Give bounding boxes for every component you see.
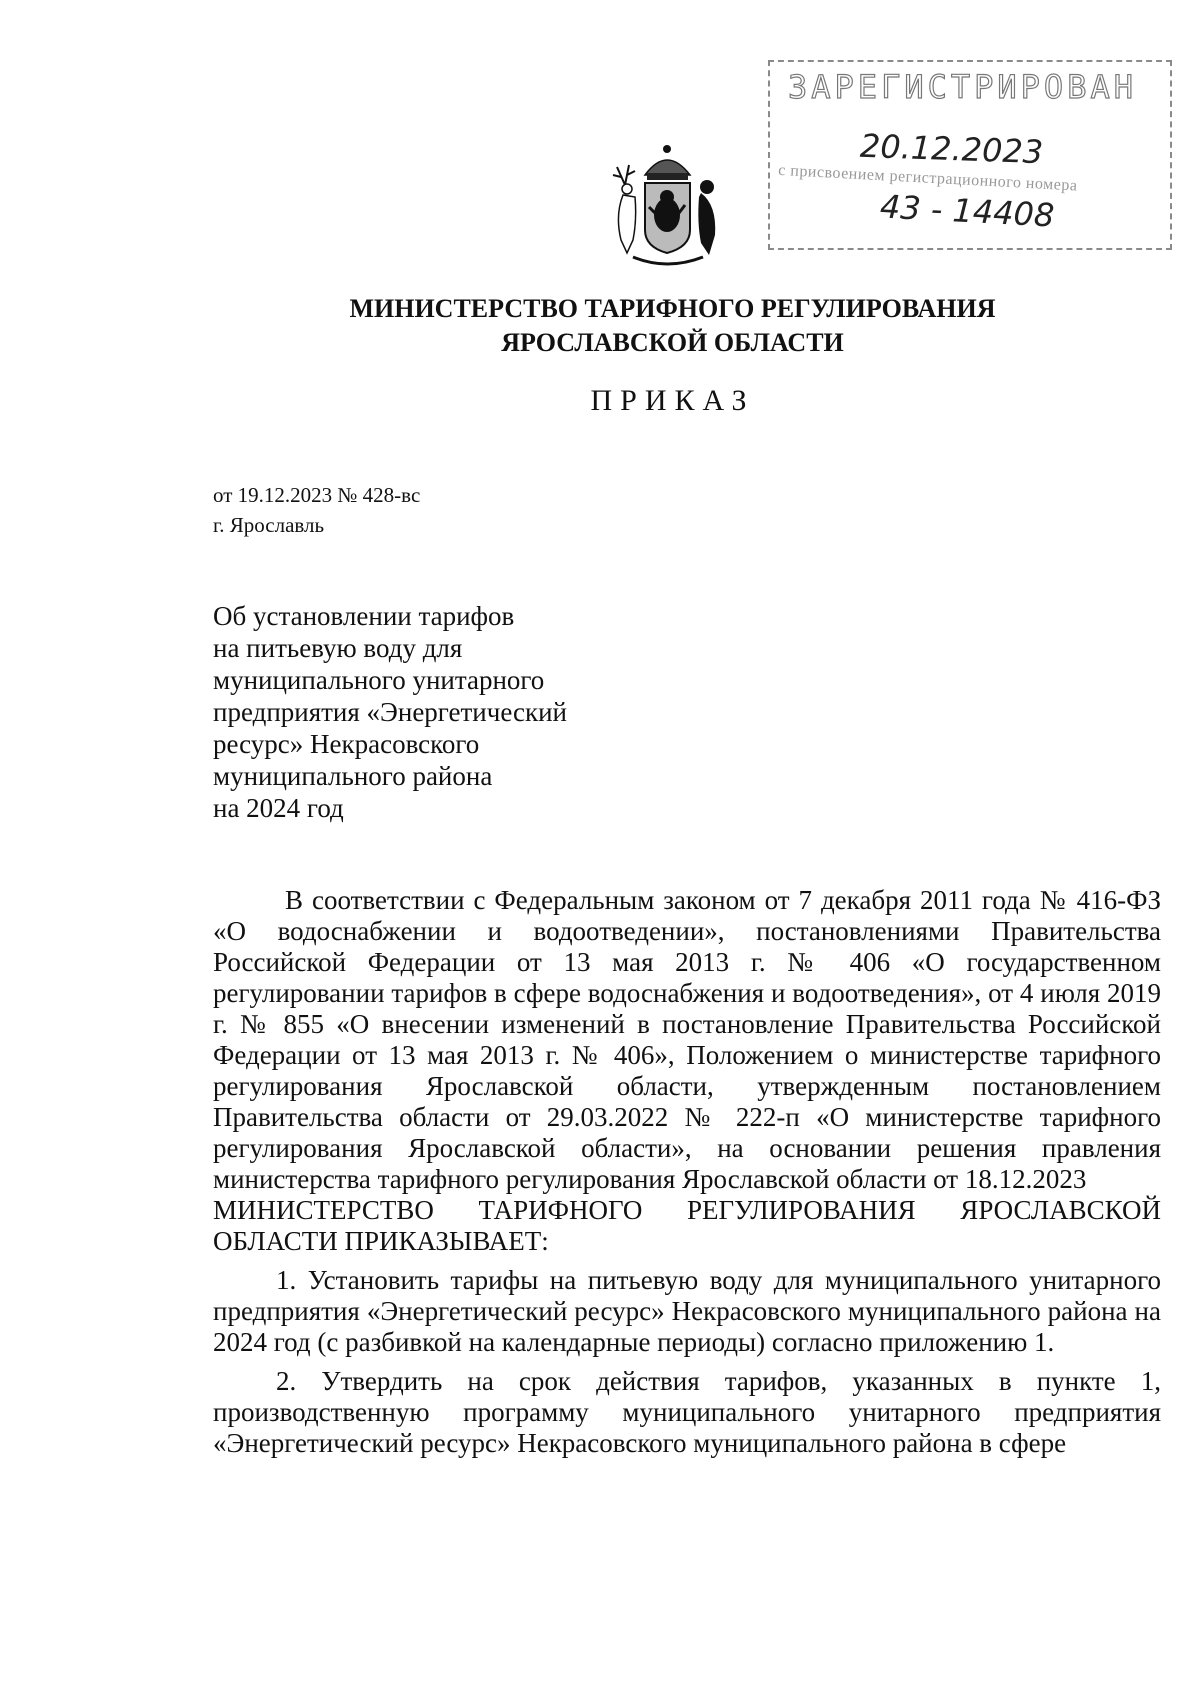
- subject-line: Об установлении тарифов: [213, 601, 515, 631]
- coat-of-arms-icon: [605, 135, 730, 270]
- subject-line: муниципального района: [213, 761, 493, 791]
- subject-line: на питьевую воду для: [213, 633, 463, 663]
- document-subject: [213, 600, 613, 824]
- date-number: от 19.12.2023 № 428-вс: [213, 483, 421, 507]
- city: г. Ярославль: [213, 513, 325, 537]
- document-body: [213, 885, 1161, 1467]
- subject-line: на 2024 год: [213, 793, 344, 823]
- subject-line: предприятия «Энергетический: [213, 697, 567, 727]
- decree-paragraph: МИНИСТЕРСТВО ТАРИФНОГО РЕГУЛИРОВАНИЯ ЯРОСЛАВСКОЙ ОБЛАСТИ ПРИКАЗЫВАЕТ:: [213, 1195, 1161, 1256]
- stamp-number: 43 - 14408: [879, 187, 1056, 235]
- ministry-line-2: ЯРОСЛАВСКОЙ ОБЛАСТИ: [501, 328, 844, 357]
- subject-line: муниципального унитарного: [213, 665, 545, 695]
- ministry-line-1: МИНИСТЕРСТВО ТАРИФНОГО РЕГУЛИРОВАНИЯ: [349, 294, 996, 323]
- stamp-date: 20.12.2023: [859, 126, 1044, 172]
- item-2-paragraph: 2. Утвердить на срок действия тарифов, указанных в пункте 1, производственную программу муниципального унитарного предприятия «Энергетический ресурс» Некрасовского муниципального района в сфере: [213, 1366, 1161, 1458]
- document-type: ПРИКАЗ: [590, 384, 755, 417]
- ministry-name: [0, 292, 1200, 360]
- stamp-note: с присвоением регистрационного номера: [777, 161, 1078, 195]
- document-meta: [213, 480, 420, 540]
- subject-line: ресурс» Некрасовского: [213, 729, 480, 759]
- stamp-title: ЗАРЕГИСТРИРОВАН: [788, 68, 1137, 106]
- item-1-paragraph: 1. Установить тарифы на питьевую воду для муниципального унитарного предприятия «Энергетический ресурс» Некрасовского муниципального района на 2024 год (с разбивкой на календарные периоды) согласно приложению 1.: [213, 1265, 1161, 1357]
- registration-stamp: [768, 60, 1172, 250]
- preamble-paragraph: В соответствии с Федеральным законом от 7 декабря 2011 года № 416-ФЗ «О водоснабжении и водоотведении», постановлениями Правительства Российской Федерации от 13 мая 2013 г. № 406 «О государственном регулировании тарифов в сфере водоснабжения и водоотведения», от 4 июля 2019 г. № 855 «О внесении изменений в постановление Правительства Российской Федерации от 13 мая 2013 г. № 406», Положением о министерстве тарифного регулирования Ярославской области, утвержденным постановлением Правительства области от 29.03.2022 № 222-п «О министерстве тарифного регулирования Ярославской области», на основании решения правления министерства тарифного регулирования Ярославской области от 18.12.2023: [213, 885, 1161, 1194]
